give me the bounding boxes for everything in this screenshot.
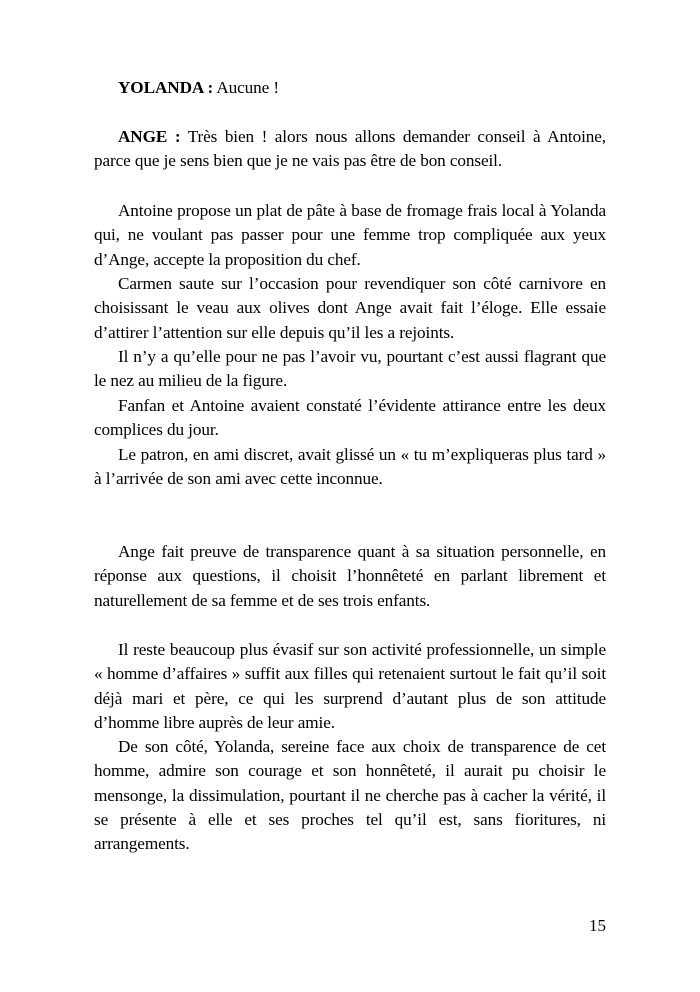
paragraph: Fanfan et Antoine avaient constaté l’évidente attirance entre les deux complices du jour. [94,396,606,440]
page-number: 15 [589,916,606,935]
dialogue-text: Très bien ! alors nous allons demander conseil à Antoine, parce que je sens bien que je ne vais pas être de bon conseil. [94,127,606,171]
dialogue-text: Aucune ! [213,78,279,97]
speaker-name: ANGE : [118,127,181,146]
book-page [94,0,606,992]
dialogue-line-ange [94,125,606,174]
paragraph: Il reste beaucoup plus évasif sur son activité professionnelle, un simple « homme d’affaires » suffit aux filles qui retenaient surtout le fait qu’il soit déjà mari et père, ce qui les surprend d’autant plus de son attitude d’homme libre auprès de leur amie. [94,640,606,732]
paragraph: Carmen saute sur l’occasion pour revendiquer son côté carnivore en choisissant le veau aux olives dont Ange avait fait l’éloge. Elle essaie d’attirer l’attention sur elle depuis qu’il les a rejoints. [94,274,606,342]
paragraph: Antoine propose un plat de pâte à base de fromage frais local à Yolanda qui, ne voulant pas passer pour une femme trop compliquée aux yeux d’Ange, accepte la proposition du chef. [94,201,606,269]
paragraph: Le patron, en ami discret, avait glissé un « tu m’expliqueras plus tard » à l’arrivée de son ami avec cette inconnue. [94,445,606,489]
paragraph: De son côté, Yolanda, sereine face aux choix de transparence de cet homme, admire son courage et son honnêteté, il aurait pu choisir le mensonge, la dissimulation, pourtant il ne cherche pas à cacher la vérité, il se présente à elle et ses proches tel qu’il est, sans fioritures, ni arrangements. [94,737,606,854]
paragraph: Ange fait preuve de transparence quant à sa situation personnelle, en réponse aux questions, il choisit l’honnêteté en parlant librement et naturellement de sa femme et de ses trois enfants. [94,542,606,610]
dialogue-line-yolanda [94,76,606,100]
speaker-name: YOLANDA : [118,78,214,97]
paragraph: Il n’y a qu’elle pour ne pas l’avoir vu, pourtant c’est aussi flagrant que le nez au milieu de la figure. [94,347,606,391]
